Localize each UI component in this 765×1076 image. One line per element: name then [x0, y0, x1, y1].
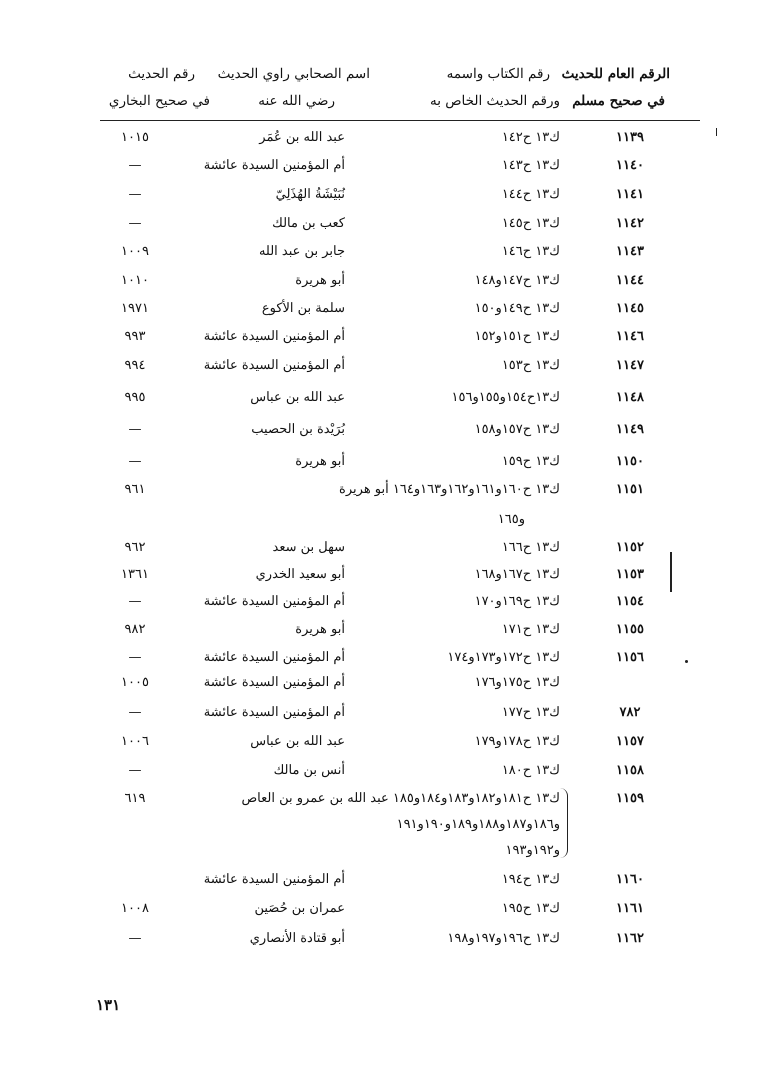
table-row	[0, 273, 765, 299]
book-hadith-ref: ك١٣ ح١٤٤	[501, 187, 560, 202]
narrator-name: أبو هريرة	[295, 622, 345, 637]
bukhari-number: —	[128, 594, 142, 609]
bukhari-number: —	[128, 705, 142, 720]
bukhari-number: ٩٦٢	[124, 540, 146, 555]
book-hadith-ref: ك١٣ ح١٧٢و١٧٣و١٧٤	[447, 650, 560, 665]
book-hadith-ref: ك١٣ ح١٦٦	[501, 540, 560, 555]
bukhari-number: ٩٩٣	[124, 329, 146, 344]
bukhari-number: —	[128, 216, 142, 231]
table-row	[0, 482, 765, 508]
bukhari-number: —	[128, 187, 142, 202]
book-hadith-ref: ك١٣ ح١٥٩	[501, 454, 560, 469]
narrator-name: عبد الله بن عباس	[250, 734, 345, 749]
general-number: ١١٥٩	[616, 791, 644, 806]
bukhari-number: ١٠١٠	[121, 273, 149, 288]
table-row	[0, 734, 765, 760]
header-book-line1: رقم الكتاب واسمه	[446, 66, 550, 82]
bukhari-number: ١٩٧١	[121, 301, 149, 316]
table-row	[0, 763, 765, 789]
header-bukhari-line2: في صحيح البخاري	[108, 93, 210, 109]
narrator-name: أبو قتادة الأنصاري	[249, 931, 345, 946]
narrator-name: كعب بن مالك	[272, 216, 345, 231]
bukhari-number: —	[128, 763, 142, 778]
page-number: ١٣١	[96, 996, 121, 1014]
general-number: ١١٥٠	[616, 454, 644, 469]
book-hadith-ref: ك١٣ ح١٧١	[501, 622, 560, 637]
general-number: ٧٨٢	[619, 705, 641, 720]
table-row	[0, 216, 765, 242]
table-row	[0, 931, 765, 957]
header-bukhari-line1: رقم الحديث	[128, 66, 195, 82]
narrator-name: سلمة بن الأكوع	[261, 301, 345, 316]
general-number: ١١٥٧	[616, 734, 644, 749]
table-row	[0, 358, 765, 384]
bukhari-number: ١٣٦١	[121, 567, 149, 582]
general-number: ١١٤٤	[616, 273, 644, 288]
general-number: ١١٥٥	[616, 622, 644, 637]
general-number: ١١٤٦	[616, 329, 644, 344]
general-number: ١١٥٦	[616, 650, 644, 665]
book-hadith-ref: ك١٣ ح١٩٦و١٩٧و١٩٨	[447, 931, 560, 946]
table-row	[0, 329, 765, 355]
book-hadith-ref: ك١٣ ح١٥٣	[501, 358, 560, 373]
general-number: ١١٥٤	[616, 594, 644, 609]
table-row	[0, 872, 765, 898]
grouping-brace	[559, 788, 568, 858]
bukhari-number: —	[128, 158, 142, 173]
narrator-name: أم المؤمنين السيدة عائشة	[203, 158, 345, 173]
bukhari-number: ١٠٠٥	[121, 675, 149, 690]
scan-mark	[670, 552, 672, 592]
general-number: ١١٥٢	[616, 540, 644, 555]
book-hadith-ref: ك١٣ ح١٦٩و١٧٠	[474, 594, 560, 609]
narrator-name: أم المؤمنين السيدة عائشة	[203, 358, 345, 373]
scan-mark	[685, 660, 688, 663]
book-hadith-ref: ك١٣ ح١٤٥	[501, 216, 560, 231]
book-hadith-ref: ك١٣ ح١٥٧و١٥٨	[474, 422, 560, 437]
book-hadith-ref: ك١٣ ح١٦٠و١٦١و١٦٢و١٦٣و١٦٤ أبو هريرة	[339, 482, 560, 497]
book-hadith-ref: ك١٣ ح١٧٨و١٧٩	[474, 734, 560, 749]
table-row	[0, 705, 765, 731]
narrator-name: أبو هريرة	[295, 454, 345, 469]
bukhari-number: ١٠٠٨	[121, 901, 149, 916]
narrator-name: أم المؤمنين السيدة عائشة	[203, 705, 345, 720]
narrator-name: عبد الله بن عُمَر	[259, 130, 345, 145]
narrator-name: بُرَيْدة بن الحصيب	[251, 422, 345, 437]
table-row	[0, 244, 765, 270]
book-hadith-ref: ك١٣ ح١٥١و١٥٢	[474, 329, 560, 344]
general-number: ١١٦١	[616, 901, 644, 916]
general-number: ١١٤٩	[616, 422, 644, 437]
table-row	[0, 390, 765, 416]
bukhari-number: ٩٨٢	[124, 622, 146, 637]
general-number: ١١٤٠	[616, 158, 644, 173]
general-number: ١١٤٧	[616, 358, 644, 373]
bukhari-number: —	[128, 422, 142, 437]
table-row	[0, 791, 765, 817]
header-rule	[100, 120, 700, 121]
header-book-line2: ورقم الحديث الخاص به	[429, 93, 560, 109]
general-number: ١١٤٣	[616, 244, 644, 259]
table-row	[0, 130, 765, 156]
book-hadith-ref: ك١٣ ح١٨١و١٨٢و١٨٣و١٨٤و١٨٥ عبد الله بن عمرو بن العاص	[241, 791, 560, 806]
bukhari-number: ٦١٩	[124, 791, 146, 806]
bukhari-number: ١٠٠٦	[121, 734, 149, 749]
general-number: ١١٥١	[616, 482, 644, 497]
narrator-name: أنس بن مالك	[273, 763, 345, 778]
narrator-name: أبو هريرة	[295, 273, 345, 288]
table-row	[0, 454, 765, 480]
book-hadith-ref: ك١٣ ح١٩٤	[501, 872, 560, 887]
table-row	[0, 901, 765, 927]
bukhari-number: ٩٩٤	[124, 358, 146, 373]
scan-mark	[716, 128, 717, 136]
general-number: ١١٣٩	[616, 130, 644, 145]
general-number: ١١٤١	[616, 187, 644, 202]
book-hadith-ref-continuation: و١٦٥	[497, 512, 525, 527]
header-narrator-line1: اسم الصحابي راوي الحديث	[217, 66, 370, 82]
table-row	[0, 187, 765, 213]
narrator-name: عمران بن حُصَين	[254, 901, 345, 916]
table-row	[0, 422, 765, 448]
narrator-name: عبد الله بن عباس	[250, 390, 345, 405]
bukhari-number: —	[128, 931, 142, 946]
narrator-name: أم المؤمنين السيدة عائشة	[203, 872, 345, 887]
narrator-name: سهل بن سعد	[272, 540, 345, 555]
book-hadith-ref: ك١٣ ح١٧٧	[501, 705, 560, 720]
header-narrator-line2: رضي الله عنه	[258, 93, 335, 109]
header-general-line2: في صحيح مسلم	[572, 93, 665, 109]
general-number: ١١٦٢	[616, 931, 644, 946]
book-hadith-ref: ك١٣ ح١٤٧و١٤٨	[474, 273, 560, 288]
bukhari-number: —	[128, 454, 142, 469]
narrator-name: أم المؤمنين السيدة عائشة	[203, 329, 345, 344]
narrator-name: أم المؤمنين السيدة عائشة	[203, 675, 345, 690]
table-row	[0, 675, 765, 701]
general-number: ١١٤٨	[616, 390, 644, 405]
book-hadith-ref: ك١٣ ح١٤٩و١٥٠	[474, 301, 560, 316]
book-hadith-ref: ك١٣ ح١٤٢	[501, 130, 560, 145]
bukhari-number: ٩٩٥	[124, 390, 146, 405]
general-number: ١١٦٠	[616, 872, 644, 887]
table-row	[0, 622, 765, 648]
bukhari-number: ٩٦١	[124, 482, 146, 497]
general-number: ١١٤٥	[616, 301, 644, 316]
bukhari-number: ١٠٠٩	[121, 244, 149, 259]
book-hadith-ref: ك١٣ ح١٧٥و١٧٦	[474, 675, 560, 690]
book-hadith-ref: ك١٣ح١٥٤و١٥٥و١٥٦	[451, 390, 560, 405]
bukhari-number: —	[128, 650, 142, 665]
narrator-name: جابر بن عبد الله	[258, 244, 345, 259]
book-hadith-ref-continuation: و١٩٢و١٩٣	[505, 843, 560, 858]
general-number: ١١٤٢	[616, 216, 644, 231]
table-row	[0, 301, 765, 327]
narrator-name: أم المؤمنين السيدة عائشة	[203, 594, 345, 609]
book-hadith-ref: ك١٣ ح١٤٣	[501, 158, 560, 173]
general-number: ١١٥٣	[616, 567, 644, 582]
table-row	[0, 567, 765, 593]
table-row	[0, 158, 765, 184]
book-hadith-ref: ك١٣ ح١٤٦	[501, 244, 560, 259]
book-hadith-ref-continuation: و١٨٦و١٨٧و١٨٨و١٨٩و١٩٠و١٩١	[396, 817, 560, 832]
general-number: ١١٥٨	[616, 763, 644, 778]
narrator-name: نُبَيْشَةُ الهُذَلِيّ	[275, 187, 345, 202]
book-hadith-ref: ك١٣ ح١٩٥	[501, 901, 560, 916]
bukhari-number: ١٠١٥	[121, 130, 149, 145]
narrator-name: أبو سعيد الخدري	[255, 567, 345, 582]
header-general-line1: الرقم العام للحديث	[561, 66, 670, 82]
book-hadith-ref: ك١٣ ح١٨٠	[501, 763, 560, 778]
table-row	[0, 650, 765, 676]
table-row	[0, 594, 765, 620]
table-row	[0, 540, 765, 566]
book-hadith-ref: ك١٣ ح١٦٧و١٦٨	[474, 567, 560, 582]
narrator-name: أم المؤمنين السيدة عائشة	[203, 650, 345, 665]
